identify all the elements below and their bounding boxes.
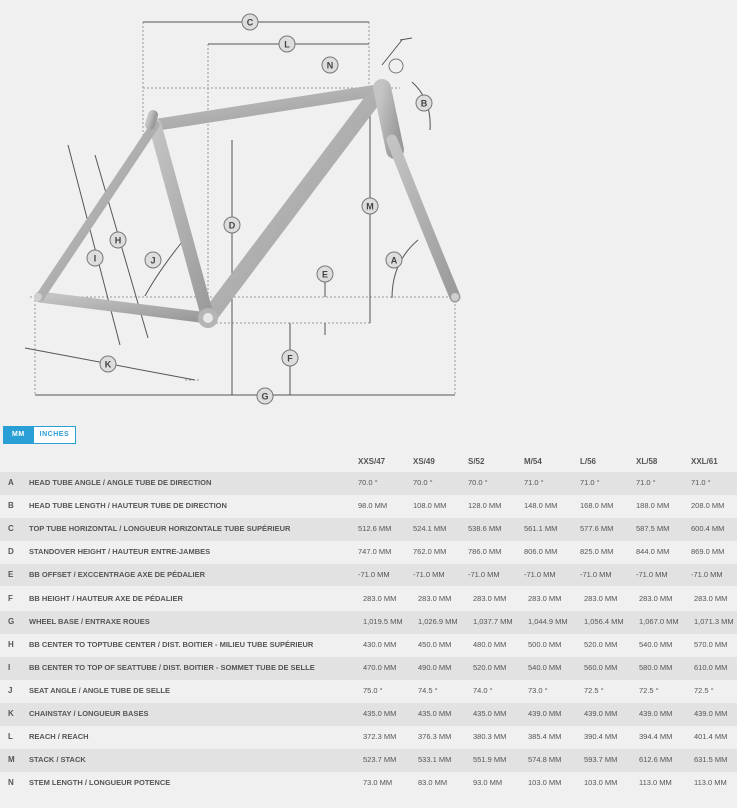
row-value: 1,044.9 MM [528, 617, 568, 627]
size-header: M/54 [524, 457, 542, 466]
unit-inches-button[interactable]: INCHES [33, 427, 75, 443]
row-value: 72.5 ° [584, 686, 604, 696]
row-value: 520.0 MM [584, 640, 618, 650]
row-value: 83.0 MM [418, 777, 448, 787]
row-letter: A [8, 478, 14, 487]
row-value: 71.0 ° [636, 478, 656, 487]
row-letter: G [8, 617, 15, 627]
row-label: SEAT ANGLE / ANGLE TUBE DE SELLE [29, 686, 170, 696]
row-letter: M [8, 754, 15, 764]
table-row [0, 749, 737, 772]
label-n: N [326, 60, 334, 71]
row-value: 390.4 MM [584, 731, 618, 741]
row-value: 75.0 ° [363, 686, 383, 696]
row-value: 1,056.4 MM [584, 617, 624, 627]
row-value: 577.6 MM [580, 523, 614, 533]
row-value: 70.0 ° [413, 478, 433, 487]
row-value: 93.0 MM [473, 777, 503, 787]
label-l: L [284, 39, 290, 50]
row-value: 430.0 MM [363, 640, 397, 650]
row-value: 560.0 MM [584, 663, 618, 673]
row-value: 1,067.0 MM [639, 617, 679, 627]
row-value: -71.0 MM [358, 569, 390, 579]
row-value: 538.6 MM [468, 523, 502, 533]
row-value: 439.0 MM [528, 708, 562, 718]
table-row [0, 634, 737, 657]
row-value: 610.0 MM [694, 663, 728, 673]
row-value: 128.0 MM [468, 500, 502, 510]
row-value: 540.0 MM [639, 640, 673, 650]
table-row [0, 518, 737, 541]
row-value: 1,019.5 MM [363, 617, 403, 627]
row-value: 574.8 MM [528, 754, 562, 764]
row-value: -71.0 MM [580, 569, 612, 579]
row-value: 73.0 MM [363, 777, 393, 787]
row-value: 593.7 MM [584, 754, 618, 764]
row-value: 435.0 MM [418, 708, 452, 718]
table-row [0, 611, 737, 634]
row-value: 1,026.9 MM [418, 617, 458, 627]
row-value: 208.0 MM [691, 500, 725, 510]
row-label: STACK / STACK [29, 754, 86, 764]
row-value: 74.0 ° [473, 686, 493, 696]
row-label: BB HEIGHT / HAUTEUR AXE DE PÉDALIER [29, 594, 183, 604]
row-value: 587.5 MM [636, 523, 670, 533]
row-value: 394.4 MM [639, 731, 673, 741]
row-value: 580.0 MM [639, 663, 673, 673]
row-value: 439.0 MM [639, 708, 673, 718]
row-value: 435.0 MM [363, 708, 397, 718]
row-value: 103.0 MM [584, 777, 618, 787]
row-value: 869.0 MM [691, 546, 725, 556]
row-value: 283.0 MM [639, 594, 673, 604]
row-letter: J [8, 686, 13, 696]
label-j: J [150, 255, 156, 266]
row-letter: C [8, 523, 14, 533]
row-value: 283.0 MM [363, 594, 397, 604]
table-row [0, 564, 737, 587]
row-value: -71.0 MM [524, 569, 556, 579]
row-value: -71.0 MM [468, 569, 500, 579]
label-f: F [287, 353, 293, 364]
row-label: HEAD TUBE LENGTH / HAUTEUR TUBE DE DIRECTION [29, 500, 227, 510]
row-value: 72.5 ° [639, 686, 659, 696]
row-value: 806.0 MM [524, 546, 558, 556]
row-value: 512.6 MM [358, 523, 392, 533]
row-label: HEAD TUBE ANGLE / ANGLE TUBE DE DIRECTION [29, 478, 212, 487]
geometry-table [0, 472, 737, 794]
row-value: 372.3 MM [363, 731, 397, 741]
row-value: 1,037.7 MM [473, 617, 513, 627]
row-value: 470.0 MM [363, 663, 397, 673]
row-value: 283.0 MM [584, 594, 618, 604]
row-value: -71.0 MM [691, 569, 723, 579]
row-letter: H [8, 640, 14, 650]
table-row [0, 472, 737, 495]
unit-mm-button[interactable]: MM [4, 427, 33, 443]
row-value: 762.0 MM [413, 546, 447, 556]
row-value: 551.9 MM [473, 754, 507, 764]
row-value: 283.0 MM [418, 594, 452, 604]
label-g: G [261, 391, 269, 402]
unit-toggle[interactable] [3, 426, 76, 444]
row-value: 72.5 ° [694, 686, 714, 696]
row-value: 168.0 MM [580, 500, 614, 510]
row-value: 108.0 MM [413, 500, 447, 510]
row-letter: D [8, 546, 14, 556]
row-label: STANDOVER HEIGHT / HAUTEUR ENTRE-JAMBES [29, 546, 211, 556]
row-value: 74.5 ° [418, 686, 438, 696]
label-i: I [93, 253, 97, 264]
table-row [0, 772, 737, 795]
row-value: 401.4 MM [694, 731, 728, 741]
row-value: 600.4 MM [691, 523, 725, 533]
label-a: A [390, 255, 398, 266]
row-value: 439.0 MM [694, 708, 728, 718]
row-value: 480.0 MM [473, 640, 507, 650]
row-value: 188.0 MM [636, 500, 670, 510]
row-value: 113.0 MM [694, 777, 727, 787]
row-value: 540.0 MM [528, 663, 562, 673]
row-label: BB OFFSET / EXCCENTRAGE AXE DE PÉDALIER [29, 569, 205, 579]
row-value: 113.0 MM [639, 777, 672, 787]
row-label: CHAINSTAY / LONGUEUR BASES [29, 708, 149, 718]
row-value: 520.0 MM [473, 663, 507, 673]
label-d: D [228, 220, 236, 231]
row-label: REACH / REACH [29, 731, 89, 741]
row-value: 71.0 ° [524, 478, 544, 487]
row-value: 283.0 MM [528, 594, 562, 604]
row-value: -71.0 MM [636, 569, 668, 579]
table-row [0, 495, 737, 518]
row-value: 612.6 MM [639, 754, 673, 764]
table-row [0, 588, 737, 611]
row-value: 524.1 MM [413, 523, 447, 533]
row-value: 380.3 MM [473, 731, 507, 741]
size-header-row [0, 457, 737, 469]
row-value: 283.0 MM [694, 594, 728, 604]
row-value: 439.0 MM [584, 708, 618, 718]
row-value: 283.0 MM [473, 594, 507, 604]
row-label: STEM LENGTH / LONGUEUR POTENCE [29, 777, 171, 787]
row-value: 98.0 MM [358, 500, 388, 510]
row-value: 825.0 MM [580, 546, 614, 556]
table-row [0, 680, 737, 703]
table-row [0, 726, 737, 749]
row-letter: B [8, 500, 14, 510]
row-letter: K [8, 708, 14, 718]
label-e: E [321, 269, 329, 280]
row-value: 561.1 MM [524, 523, 558, 533]
row-value: 376.3 MM [418, 731, 452, 741]
row-value: 148.0 MM [524, 500, 558, 510]
row-value: 631.5 MM [694, 754, 728, 764]
row-label: WHEEL BASE / ENTRAXE ROUES [29, 617, 150, 627]
size-header: L/56 [580, 457, 597, 466]
table-row [0, 541, 737, 564]
row-letter: N [8, 777, 14, 787]
diagram-labels [87, 14, 432, 404]
table-row [0, 657, 737, 680]
row-value: 73.0 ° [528, 686, 548, 696]
row-value: 500.0 MM [528, 640, 562, 650]
row-letter: L [8, 731, 13, 741]
row-value: 490.0 MM [418, 663, 452, 673]
label-b: B [420, 98, 428, 109]
row-value: 103.0 MM [528, 777, 562, 787]
row-value: 385.4 MM [528, 731, 562, 741]
size-header: XL/58 [636, 457, 658, 466]
label-m: M [366, 201, 374, 212]
row-value: 71.0 ° [691, 478, 711, 487]
row-value: 71.0 ° [580, 478, 600, 487]
size-header: S/52 [468, 457, 485, 466]
row-value: 844.0 MM [636, 546, 670, 556]
label-h: H [114, 235, 122, 246]
label-c: C [246, 17, 254, 28]
row-value: 70.0 ° [358, 478, 378, 487]
row-label: BB CENTER TO TOPTUBE CENTER / DIST. BOITIER - MILIEU TUBE SUPÉRIEUR [29, 640, 314, 650]
row-value: 450.0 MM [418, 640, 452, 650]
label-k: K [104, 359, 112, 370]
row-label: TOP TUBE HORIZONTAL / LONGUEUR HORIZONTALE TUBE SUPÉRIEUR [29, 523, 291, 533]
row-letter: F [8, 594, 13, 604]
row-value: 570.0 MM [694, 640, 728, 650]
size-header: XXS/47 [358, 457, 386, 466]
row-value: 435.0 MM [473, 708, 507, 718]
row-letter: I [8, 663, 11, 673]
table-row [0, 703, 737, 726]
row-value: 70.0 ° [468, 478, 488, 487]
row-value: 523.7 MM [363, 754, 397, 764]
size-header: XXL/61 [691, 457, 718, 466]
row-value: 533.1 MM [418, 754, 452, 764]
row-label: BB CENTER TO TOP OF SEATTUBE / DIST. BOITIER - SOMMET TUBE DE SELLE [29, 663, 315, 673]
row-value: 1,071.3 MM [694, 617, 734, 627]
row-letter: E [8, 569, 14, 579]
row-value: -71.0 MM [413, 569, 445, 579]
row-value: 747.0 MM [358, 546, 392, 556]
size-header: XS/49 [413, 457, 435, 466]
row-value: 786.0 MM [468, 546, 502, 556]
